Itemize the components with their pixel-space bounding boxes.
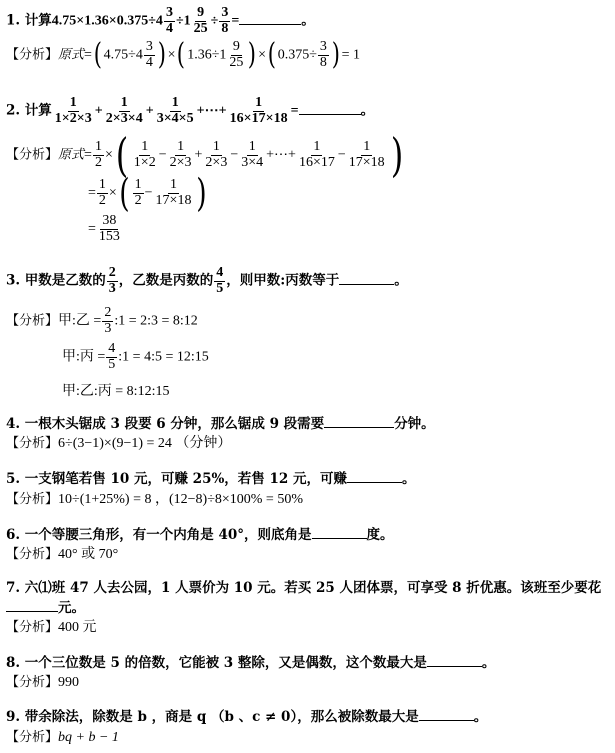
fraction: $\frac{3}{4}$: [165, 5, 173, 36]
problem-number: 1.: [6, 12, 21, 29]
math-operator: ÷: [210, 13, 219, 29]
problem-number: 7.: [6, 580, 21, 596]
analysis-label: 【分析】: [6, 147, 59, 163]
problem-2-analysis: 【分析】原式= $\frac{1}{2}$ ×( $\frac{1}{1\times 2}$ − $\frac{1}{2\times 3}$ + $\frac{1}{2\times 3}$ − $\frac{1}{3\times 4}$ +⋯+ $\frac{1}{16\times 17}$ − $\frac{1}{17\times 18}$ ): [6, 128, 403, 182]
analysis-text: 6÷(3−1)×(9−1) = 24 （分钟）: [58, 436, 232, 451]
problem-3-analysis-line2: [62, 342, 209, 372]
answer-blank: [339, 284, 394, 285]
problem-3-analysis: [6, 306, 198, 336]
question-text: ，则甲数:丙数等于: [226, 272, 340, 289]
question-text: 元。: [58, 600, 85, 616]
analysis-text: 原式: [58, 47, 85, 63]
fraction: $\frac{1}{16\times 17\times 18}$: [229, 95, 288, 126]
analysis-label: 【分析】: [6, 547, 59, 562]
problem-number: 3.: [6, 272, 21, 289]
problem-2-question: 2. 计算 $\frac{1}{1\times 2\times 3}$ + $\frac{1}{2\times 3\times 4}$ + $\frac{1}{3\times 4\times 5}$ +⋯+ $\frac{1}{16\times 17\times 18}$ = 。: [6, 95, 375, 126]
fraction: $\frac{1}{2}$: [98, 176, 106, 208]
problem-8-analysis: [6, 671, 79, 691]
problem-7-question: [6, 578, 606, 618]
punctuation: 。: [394, 272, 408, 289]
fraction: $\frac{1}{1\times 2\times 3}$: [54, 95, 92, 126]
math-expression: 0.375÷: [277, 47, 317, 63]
problem-9-analysis: [6, 726, 119, 746]
problem-number: 5.: [6, 471, 21, 487]
problem-2-analysis-line3: = $\frac{38}{153}$: [88, 213, 120, 244]
fraction: $\frac{1}{2}$: [134, 176, 142, 208]
problem-7-analysis: [6, 616, 97, 636]
fraction: $\frac{1}{2\times 3}$: [205, 138, 228, 170]
problem-4-analysis: [6, 432, 231, 452]
problem-4-question: [6, 412, 435, 432]
fraction: $\frac{1}{2\times 3\times 4}$: [105, 95, 143, 126]
question-text: ，乙数是丙数的: [118, 272, 214, 289]
math-expression: 甲:乙:丙 = 8:12:15: [62, 384, 170, 399]
fraction: $\frac{3}{8}$: [221, 5, 229, 36]
math-expression: 1.36÷1: [187, 47, 227, 63]
fraction: $\frac{1}{16\times 17}$: [298, 138, 335, 170]
fraction: $\frac{4}{5}$: [108, 341, 116, 372]
analysis-label: 【分析】: [6, 620, 59, 635]
punctuation: 。: [360, 102, 375, 119]
answer-blank: [299, 114, 361, 115]
problem-number: 2.: [6, 102, 21, 119]
fraction: $\frac{1}{17\times 18}$: [155, 176, 192, 208]
fraction: $\frac{4}{5}$: [216, 265, 224, 296]
fraction: $\frac{1}{3\times 4}$: [241, 138, 264, 170]
answer-blank: [427, 666, 482, 667]
question-text: 带余除法，除数是 b ，商是 q （b 、c ≠ 0），那么被除数最大是: [24, 709, 419, 725]
analysis-text: 400 元: [58, 620, 97, 635]
analysis-text: 10÷(1+25%) = 8 ，(12−8)÷8×100% = 50%: [58, 492, 303, 507]
analysis-text: bq + b − 1: [58, 730, 119, 745]
problem-8-question: [6, 651, 495, 671]
question-text: 一根木头锯成 3 段要 6 分钟，那么锯成 9 段需要: [24, 416, 325, 432]
problem-3-question: [6, 266, 408, 296]
fraction: $\frac{1}{1\times 2}$: [133, 138, 156, 170]
problem-number: 8.: [6, 655, 21, 671]
problem-number: 6.: [6, 527, 21, 543]
problem-number: 4.: [6, 416, 21, 432]
problem-2-analysis-line2: = $\frac{1}{2}$ ×( $\frac{1}{2}$ − $\frac{1}{17\times 18}$ ): [88, 171, 208, 215]
answer-blank: [312, 538, 367, 539]
math-operator: =: [231, 13, 240, 29]
analysis-label: 【分析】: [6, 492, 59, 507]
fraction: $\frac{38}{153}$: [98, 213, 120, 244]
math-expression: 甲:乙 =: [58, 313, 102, 329]
fraction: $\frac{3}{4}$: [145, 39, 153, 70]
problem-1-question: [6, 6, 315, 36]
punctuation: 。: [481, 655, 496, 671]
answer-blank: [347, 482, 402, 483]
analysis-label: 【分析】: [6, 675, 59, 690]
problem-6-question: [6, 523, 394, 543]
answer-blank: [419, 720, 474, 721]
analysis-label: 【分析】: [6, 47, 59, 63]
question-text: 一支钢笔若售 10 元，可赚 25%，若售 12 元，可赚: [24, 471, 347, 487]
math-expression: :1 = 2:3 = 8:12: [114, 313, 198, 329]
answer-blank: [239, 24, 301, 25]
fraction: $\frac{3}{8}$: [319, 39, 327, 70]
fraction: $\frac{2}{3}$: [104, 305, 112, 336]
math-expression: 甲:丙 =: [62, 349, 106, 365]
fraction: $\frac{1}{3\times 4\times 5}$: [156, 95, 194, 126]
question-text: 甲数是乙数的: [24, 272, 106, 289]
question-text: 六⑴班 47 人去公园，1 人票价为 10 元。若买 25 人团体票，可享受 8 折优惠。该班至少要花: [24, 580, 602, 596]
problem-number: 9.: [6, 709, 21, 725]
question-text: 计算: [24, 102, 52, 119]
punctuation: 。: [473, 709, 488, 725]
question-text: 分钟。: [394, 416, 435, 432]
punctuation: 。: [301, 12, 315, 29]
math-operator: +⋯+: [196, 103, 227, 119]
analysis-label: 【分析】: [6, 730, 59, 745]
math-operator: ÷1: [175, 13, 191, 29]
fraction: $\frac{1}{2}$: [94, 138, 102, 170]
fraction: $\frac{1}{2\times 3}$: [169, 138, 192, 170]
analysis-label: 【分析】: [6, 313, 59, 329]
analysis-text: 40° 或 70°: [58, 547, 119, 562]
math-expression: :1 = 4:5 = 12:15: [118, 349, 209, 365]
problem-3-analysis-line3: [62, 380, 169, 400]
question-text: 一个三位数是 5 的倍数，它能被 3 整除，又是偶数，这个数最大是: [24, 655, 427, 671]
analysis-label: 【分析】: [6, 436, 59, 451]
question-text: 计算: [24, 12, 52, 29]
fraction: $\frac{9}{25}$: [229, 39, 244, 70]
math-expression: 4.75÷4: [103, 47, 143, 63]
problem-1-analysis: 【分析】原式=( 4.75÷4 $\frac{3}{4}$ ) ×( 1.36÷1 $\frac{9}{25}$ ) ×( 0.375÷ $\frac{3}{8}$ ) = 1: [6, 37, 361, 73]
problem-5-analysis: [6, 488, 303, 508]
fraction: $\frac{1}{17\times 18}$: [348, 138, 385, 170]
answer-blank: [6, 611, 58, 612]
math-expression: 4.75×1.36×0.375÷4: [51, 13, 163, 29]
punctuation: 。: [401, 471, 416, 487]
analysis-text: 原式: [58, 147, 85, 163]
question-text: 度。: [366, 527, 394, 543]
problem-5-question: [6, 467, 415, 487]
answer-blank: [324, 427, 394, 428]
question-text: 一个等腰三角形，有一个内角是 40°，则底角是: [24, 527, 312, 543]
problem-6-analysis: [6, 543, 118, 563]
math-result: = 1: [341, 47, 361, 63]
analysis-text: 990: [58, 675, 80, 690]
fraction: $\frac{9}{25}$: [193, 5, 208, 36]
fraction: $\frac{2}{3}$: [108, 265, 116, 296]
problem-9-question: [6, 705, 487, 725]
